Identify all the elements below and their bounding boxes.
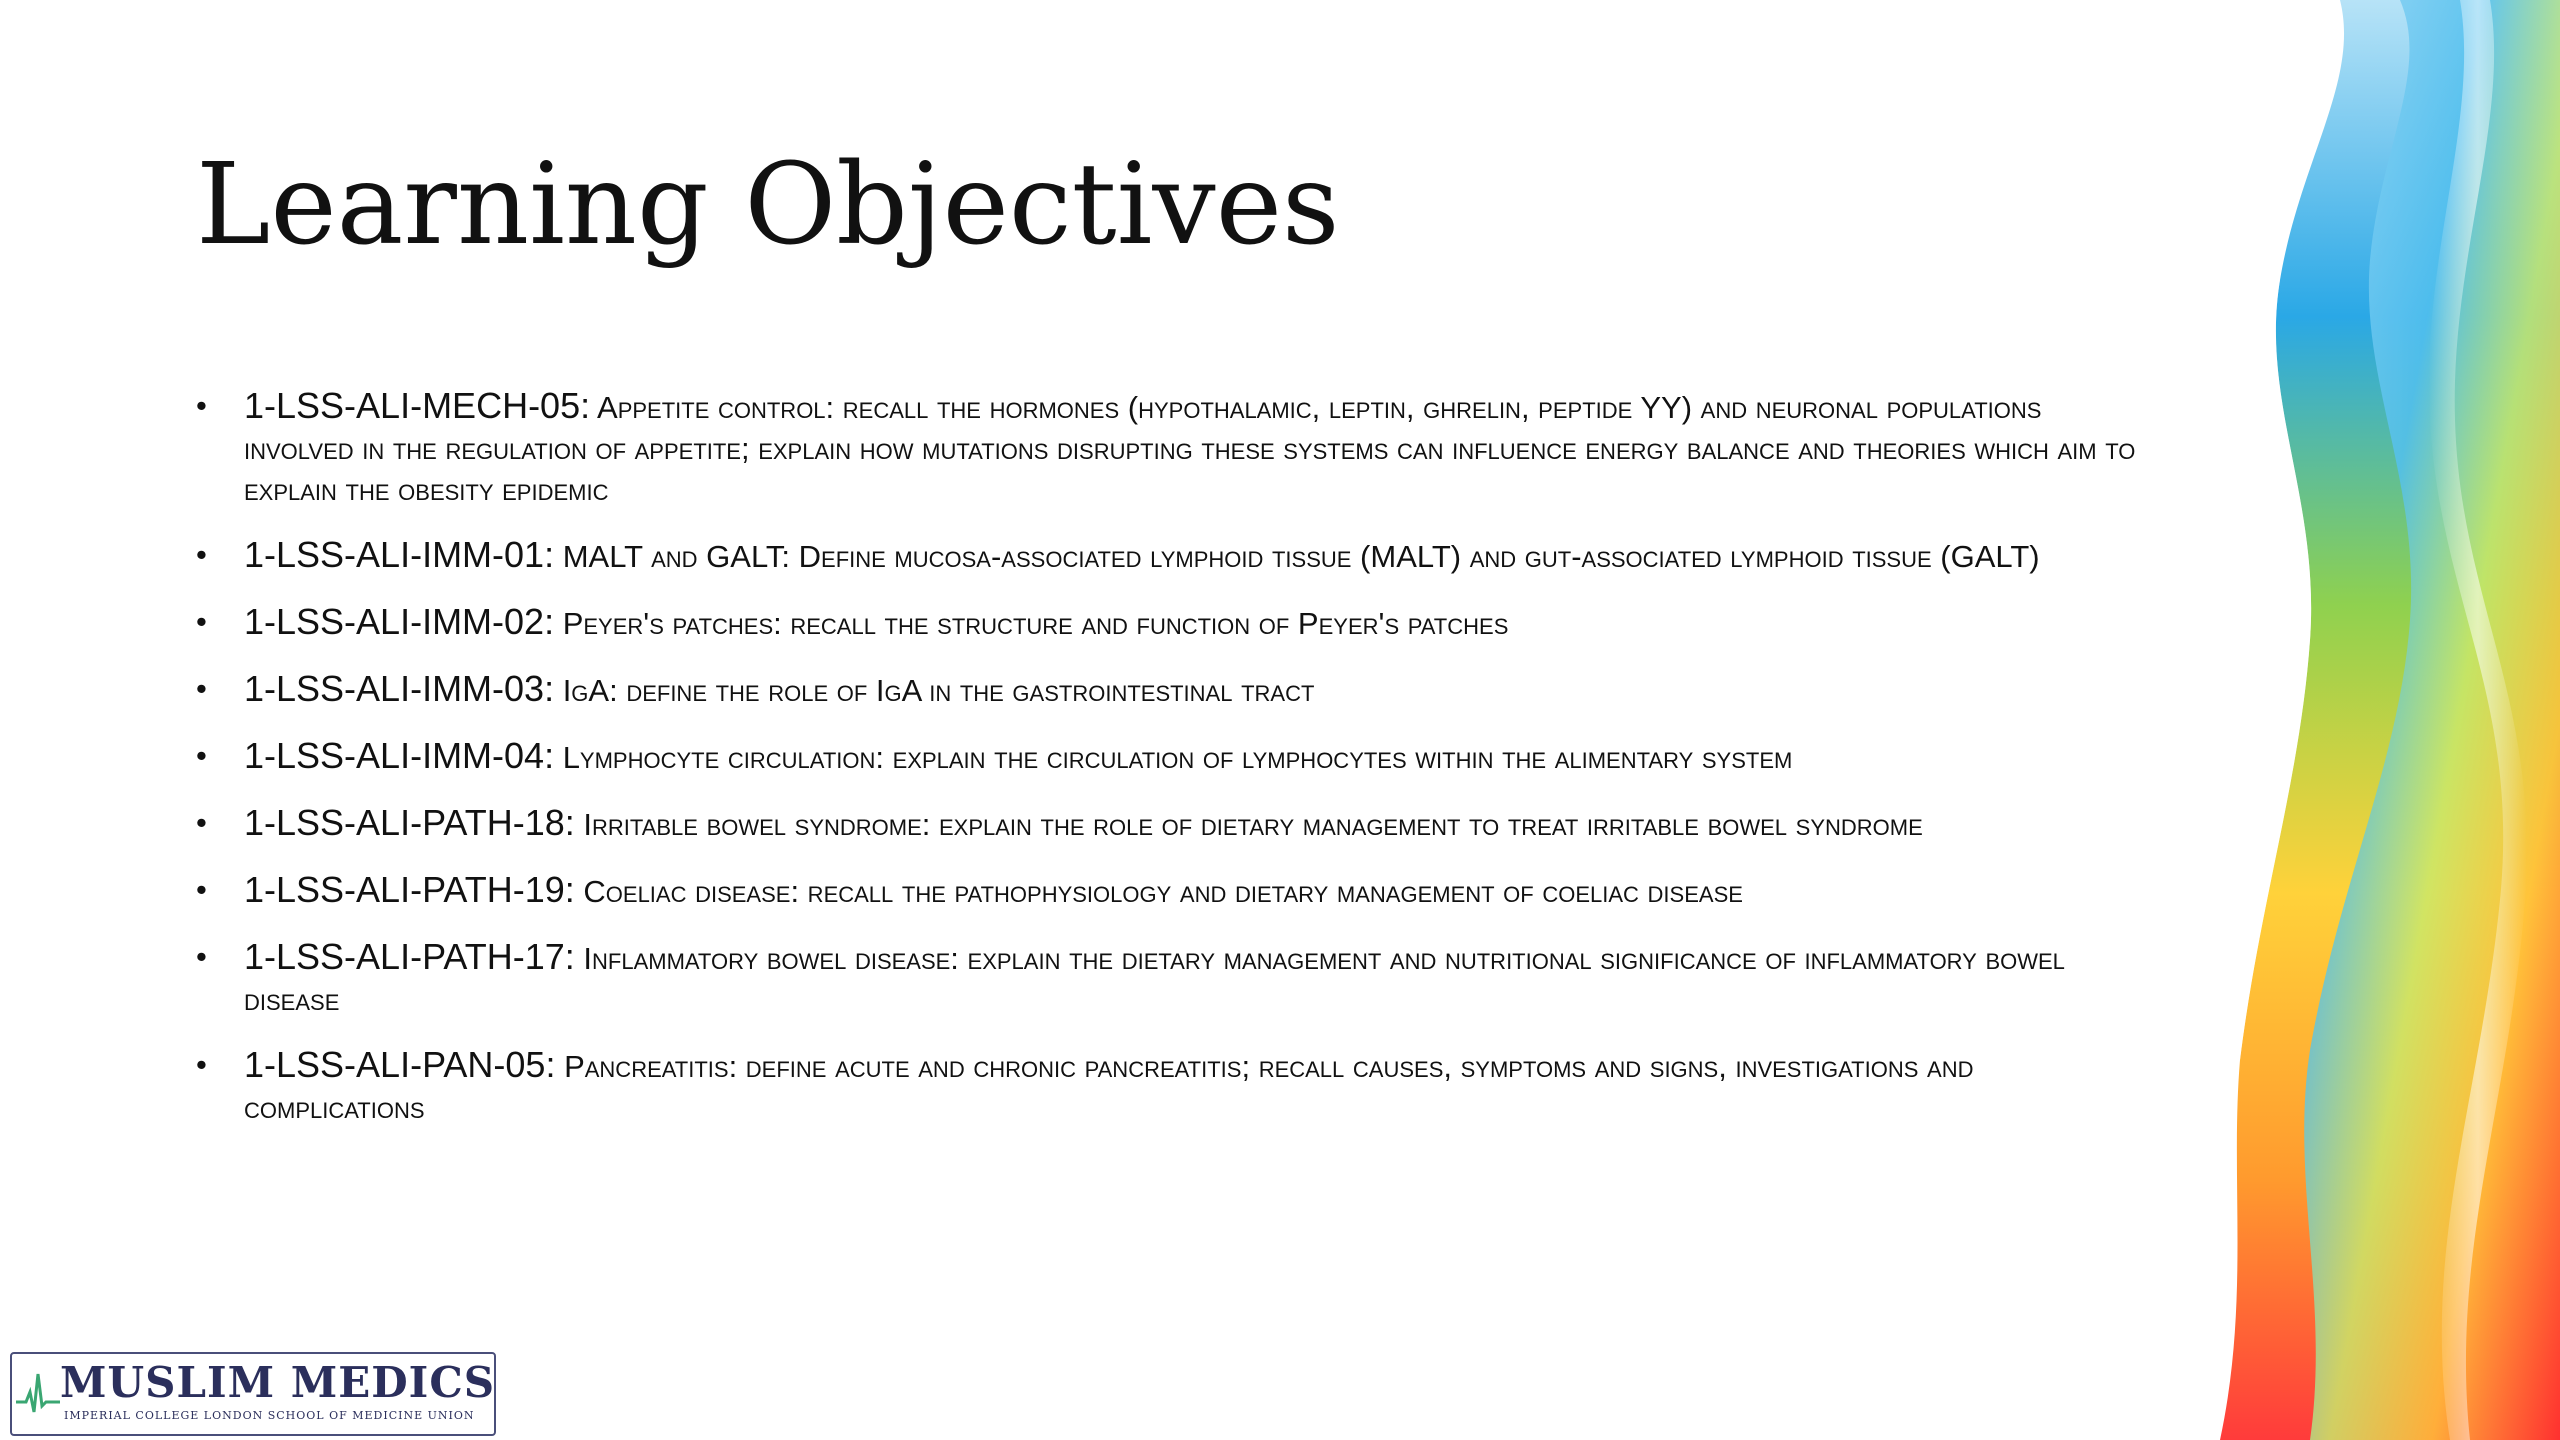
bullet-icon: • — [196, 537, 207, 572]
objective-text: IgA: define the role of IgA in the gastrointestinal tract — [554, 673, 1315, 708]
objective-item — [196, 668, 2156, 711]
bullet-icon: • — [196, 738, 207, 773]
objective-text: Irritable bowel syndrome: explain the role of dietary management to treat irritable bowel syndrome — [574, 807, 1923, 842]
objective-item — [196, 385, 2156, 510]
muslim-medics-logo — [10, 1352, 496, 1436]
objective-text: Lymphocyte circulation: explain the circulation of lymphocytes within the alimentary system — [554, 740, 1793, 775]
logo-name: MUSLIM MEDICS — [60, 1358, 496, 1407]
objective-text: Appetite control: recall the hormones (hypothalamic, leptin, ghrelin, peptide YY) and neuronal populations involved in the regulation of appetite; explain how mutations disrupting these systems can influence energy balance and theories which aim to explain the obesity epidemic — [244, 390, 2136, 507]
objective-item — [196, 735, 2156, 778]
bullet-icon: • — [196, 805, 207, 840]
objective-code: 1-LSS-ALI-IMM-04: — [244, 735, 555, 776]
objective-text: Pancreatitis: define acute and chronic pancreatitis; recall causes, symptoms and signs, investigations and complications — [244, 1049, 1974, 1125]
objective-code: 1-LSS-ALI-PATH-17: — [244, 936, 575, 977]
objective-code: 1-LSS-ALI-PATH-19: — [244, 869, 575, 910]
objective-code: 1-LSS-ALI-MECH-05: — [244, 385, 591, 426]
logo-subtitle: IMPERIAL COLLEGE LONDON SCHOOL OF MEDICINE UNION — [64, 1409, 475, 1422]
bullet-icon: • — [196, 939, 207, 974]
objective-text: Coeliac disease: recall the pathophysiology and dietary management of coeliac disease — [574, 874, 1743, 909]
bullet-icon: • — [196, 604, 207, 639]
objectives-list — [196, 385, 2156, 1152]
bullet-icon: • — [196, 671, 207, 706]
objective-code: 1-LSS-ALI-IMM-03: — [244, 668, 555, 709]
objective-code: 1-LSS-ALI-PAN-05: — [244, 1044, 556, 1085]
heartbeat-icon — [16, 1362, 60, 1426]
objective-text: Peyer's patches: recall the structure and function of Peyer's patches — [554, 606, 1509, 641]
objective-item — [196, 1044, 2156, 1128]
objective-item — [196, 936, 2156, 1020]
objective-item — [196, 534, 2156, 577]
bullet-icon: • — [196, 1047, 207, 1082]
slide-title: Learning Objectives — [196, 140, 1340, 270]
objective-code: 1-LSS-ALI-IMM-02: — [244, 601, 555, 642]
bullet-icon: • — [196, 872, 207, 907]
objective-item — [196, 601, 2156, 644]
objective-code: 1-LSS-ALI-PATH-18: — [244, 802, 575, 843]
objective-code: 1-LSS-ALI-IMM-01: — [244, 534, 555, 575]
objective-item — [196, 802, 2156, 845]
rainbow-swirl-decoration — [2220, 0, 2560, 1440]
objective-text: MALT and GALT: Define mucosa-associated lymphoid tissue (MALT) and gut-associated lymphoid tissue (GALT) — [554, 539, 2040, 574]
objective-item — [196, 869, 2156, 912]
objective-text: Inflammatory bowel disease: explain the dietary management and nutritional significance of inflammatory bowel disease — [244, 941, 2065, 1017]
bullet-icon: • — [196, 388, 207, 423]
